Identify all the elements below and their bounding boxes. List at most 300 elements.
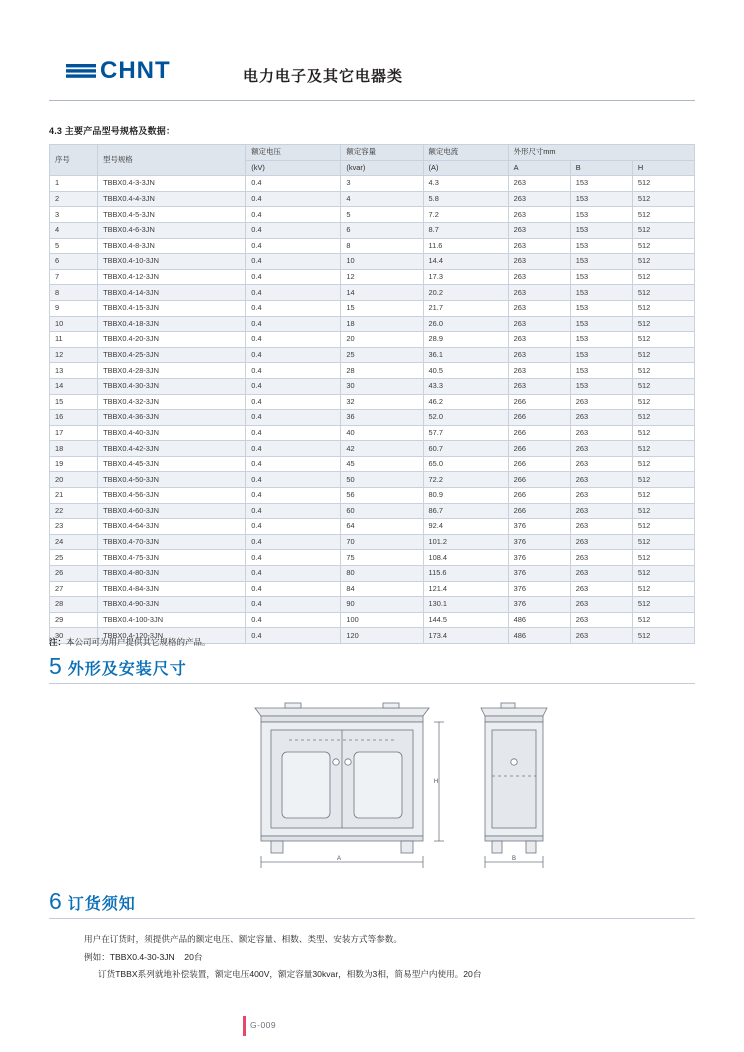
table-row [50,410,695,426]
table-cell: 153 [570,176,632,192]
table-cell: 512 [632,269,694,285]
table-cell: 30 [50,628,98,644]
table-row [50,597,695,613]
table-cell: 512 [632,550,694,566]
table-cell: 10 [341,254,423,270]
table-cell: 45 [341,456,423,472]
table-row [50,441,695,457]
table-cell: 115.6 [423,566,508,582]
table-cell: 512 [632,503,694,519]
table-row [50,300,695,316]
table-cell: 153 [570,332,632,348]
table-cell: 263 [570,597,632,613]
table-cell: 263 [570,456,632,472]
table-cell: 14.4 [423,254,508,270]
spec-table [49,144,695,644]
table-cell: 0.4 [246,378,341,394]
table-cell: 4 [341,191,423,207]
table-cell: 512 [632,410,694,426]
table-cell: 10 [50,316,98,332]
table-row [50,363,695,379]
table-cell: 6 [341,222,423,238]
table-row [50,566,695,582]
table-cell: 52.0 [423,410,508,426]
table-cell: 24 [50,534,98,550]
th-capacity: 额定容量 [341,145,423,161]
table-cell: 86.7 [423,503,508,519]
table-cell: TBBX0.4-28-3JN [98,363,246,379]
table-cell: 263 [570,612,632,628]
table-row [50,207,695,223]
table-cell: 26.0 [423,316,508,332]
table-row [50,285,695,301]
section-5-heading [49,655,187,678]
table-cell: 23 [50,519,98,535]
table-cell: 56 [341,488,423,504]
table-cell: 263 [508,222,570,238]
order-line-2: 例如：TBBX0.4-30-3JN 20台 [84,951,203,962]
table-cell: 8 [341,238,423,254]
section-5-divider [49,683,695,684]
table-cell: 0.4 [246,363,341,379]
page-footer [0,1016,744,1038]
table-cell: 20.2 [423,285,508,301]
table-cell: TBBX0.4-56-3JN [98,488,246,504]
table-cell: 512 [632,472,694,488]
table-cell: 108.4 [423,550,508,566]
table-cell: 21 [50,488,98,504]
table-cell: TBBX0.4-5-3JN [98,207,246,223]
table-cell: TBBX0.4-60-3JN [98,503,246,519]
table-cell: 512 [632,612,694,628]
outline-dimension-drawing [49,690,695,875]
table-cell: 8.7 [423,222,508,238]
table-cell: 263 [570,550,632,566]
table-row [50,519,695,535]
table-cell: 0.4 [246,519,341,535]
table-cell: 376 [508,597,570,613]
table-cell: 512 [632,332,694,348]
table-cell: 0.4 [246,566,341,582]
table-note [49,636,211,648]
order-line-1: 用户在订货时，须提供产品的额定电压、额定容量、相数、类型、安装方式等参数。 [84,934,402,944]
table-cell: 512 [632,254,694,270]
table-cell: TBBX0.4-4-3JN [98,191,246,207]
table-cell: 266 [508,425,570,441]
table-cell: 512 [632,347,694,363]
table-cell: 376 [508,581,570,597]
table-cell: 0.4 [246,581,341,597]
th-voltage-unit: (kV) [246,160,341,176]
table-cell: 0.4 [246,425,341,441]
table-cell: 263 [508,238,570,254]
table-cell: 60.7 [423,441,508,457]
table-cell: 15 [341,300,423,316]
table-cell: 512 [632,456,694,472]
table-cell: 512 [632,394,694,410]
table-row [50,269,695,285]
table-cell: 512 [632,316,694,332]
footer-page-number: G-009 [250,1020,277,1030]
table-cell: 0.4 [246,332,341,348]
order-line-3: 订货TBBX系列就地补偿装置，额定电压400V，额定容量30kvar，相数为3相，简易型户内使用。20台 [98,969,482,980]
table-cell: 173.4 [423,628,508,644]
table-cell: 64 [341,519,423,535]
table-cell: TBBX0.4-36-3JN [98,410,246,426]
table-cell: 153 [570,347,632,363]
table-row [50,612,695,628]
table-cell: 376 [508,534,570,550]
table-cell: TBBX0.4-120-3JN [98,628,246,644]
table-cell: 486 [508,628,570,644]
table-cell: 43.3 [423,378,508,394]
table-cell: 5 [50,238,98,254]
section-4-3-label: 4.3 主要产品型号规格及数据： [49,126,176,136]
table-cell: 7 [50,269,98,285]
table-cell: 153 [570,191,632,207]
table-cell: 263 [570,472,632,488]
table-cell: 263 [570,425,632,441]
table-cell: 512 [632,597,694,613]
table-cell: 9 [50,300,98,316]
table-cell: 13 [50,363,98,379]
table-row [50,378,695,394]
table-row [50,347,695,363]
table-cell: 153 [570,363,632,379]
table-cell: 0.4 [246,612,341,628]
table-cell: 486 [508,612,570,628]
table-cell: 29 [50,612,98,628]
table-cell: 28 [50,597,98,613]
table-cell: 0.4 [246,285,341,301]
table-cell: 512 [632,566,694,582]
table-cell: TBBX0.4-84-3JN [98,581,246,597]
table-cell: 263 [508,269,570,285]
table-cell: 0.4 [246,254,341,270]
table-cell: 266 [508,488,570,504]
table-cell: 512 [632,519,694,535]
table-cell: 263 [508,285,570,301]
table-cell: 153 [570,254,632,270]
table-cell: 153 [570,269,632,285]
table-header-row-1 [50,145,695,161]
table-cell: 28 [341,363,423,379]
th-capacity-unit: (kvar) [341,160,423,176]
table-cell: 263 [570,566,632,582]
table-cell: 18 [50,441,98,457]
table-cell: 5 [341,207,423,223]
spec-table-body [50,176,695,644]
table-cell: 0.4 [246,456,341,472]
table-cell: 512 [632,285,694,301]
table-cell: 0.4 [246,488,341,504]
table-cell: 263 [570,534,632,550]
table-cell: 80 [341,566,423,582]
table-cell: 263 [508,191,570,207]
th-voltage: 额定电压 [246,145,341,161]
table-cell: 266 [508,456,570,472]
table-cell: 263 [570,410,632,426]
table-cell: 57.7 [423,425,508,441]
table-cell: TBBX0.4-18-3JN [98,316,246,332]
table-cell: 60 [341,503,423,519]
table-cell: 26 [50,566,98,582]
table-cell: TBBX0.4-75-3JN [98,550,246,566]
table-cell: 11.6 [423,238,508,254]
table-cell: 12 [341,269,423,285]
table-cell: 0.4 [246,394,341,410]
table-cell: 92.4 [423,519,508,535]
table-cell: 263 [508,316,570,332]
table-cell: 6 [50,254,98,270]
table-cell: 263 [570,441,632,457]
th-dim-b: B [570,160,632,176]
table-cell: 263 [508,176,570,192]
table-cell: 144.5 [423,612,508,628]
table-cell: 2 [50,191,98,207]
th-dimensions: 外形尺寸mm [508,145,694,161]
table-cell: 0.4 [246,207,341,223]
table-cell: 153 [570,300,632,316]
table-cell: 0.4 [246,176,341,192]
table-cell: 17.3 [423,269,508,285]
table-cell: TBBX0.4-80-3JN [98,566,246,582]
table-cell: 11 [50,332,98,348]
table-cell: 512 [632,238,694,254]
dim-label-a: A [336,856,342,862]
brand-logo [66,57,171,84]
table-row [50,394,695,410]
table-cell: 22 [50,503,98,519]
section-6-heading [49,890,136,913]
dim-label-b: B [511,856,517,862]
th-current: 额定电流 [423,145,508,161]
table-cell: 0.4 [246,441,341,457]
table-cell: 50 [341,472,423,488]
th-model: 型号规格 [98,145,246,176]
table-cell: 15 [50,394,98,410]
table-row [50,503,695,519]
table-cell: TBBX0.4-12-3JN [98,269,246,285]
page-header [0,0,744,100]
table-cell: 263 [570,628,632,644]
table-cell: 100 [341,612,423,628]
table-cell: TBBX0.4-30-3JN [98,378,246,394]
table-cell: TBBX0.4-90-3JN [98,597,246,613]
table-cell: 4.3 [423,176,508,192]
th-current-unit: (A) [423,160,508,176]
table-cell: 512 [632,488,694,504]
table-cell: TBBX0.4-42-3JN [98,441,246,457]
table-cell: 263 [508,378,570,394]
th-dim-a: A [508,160,570,176]
chint-logo-mark [66,63,96,80]
table-cell: 153 [570,207,632,223]
table-cell: TBBX0.4-50-3JN [98,472,246,488]
table-cell: 120 [341,628,423,644]
brand-logo-text: CHNT [100,57,171,84]
table-cell: 263 [570,488,632,504]
table-cell: 266 [508,503,570,519]
table-cell: 263 [508,347,570,363]
table-cell: 14 [341,285,423,301]
table-cell: TBBX0.4-40-3JN [98,425,246,441]
table-cell: 512 [632,425,694,441]
table-cell: 0.4 [246,316,341,332]
table-cell: 130.1 [423,597,508,613]
table-cell: 46.2 [423,394,508,410]
table-cell: 153 [570,378,632,394]
table-cell: 17 [50,425,98,441]
table-cell: 0.4 [246,628,341,644]
table-cell: 0.4 [246,269,341,285]
table-row [50,550,695,566]
table-cell: 19 [50,456,98,472]
table-cell: 512 [632,581,694,597]
table-row [50,316,695,332]
table-cell: 40.5 [423,363,508,379]
table-cell: 512 [632,222,694,238]
table-cell: 36 [341,410,423,426]
front-view [255,703,444,868]
table-row [50,191,695,207]
table-cell: 72.2 [423,472,508,488]
table-cell: 40 [341,425,423,441]
table-cell: 266 [508,394,570,410]
table-cell: 376 [508,550,570,566]
table-cell: 25 [341,347,423,363]
table-cell: 263 [570,581,632,597]
table-row [50,238,695,254]
table-cell: 0.4 [246,222,341,238]
table-cell: 512 [632,363,694,379]
table-row [50,456,695,472]
table-cell: 0.4 [246,550,341,566]
table-cell: 376 [508,519,570,535]
table-cell: TBBX0.4-32-3JN [98,394,246,410]
table-cell: 36.1 [423,347,508,363]
table-row [50,222,695,238]
table-cell: 121.4 [423,581,508,597]
table-cell: 263 [508,363,570,379]
table-cell: 512 [632,191,694,207]
table-cell: 18 [341,316,423,332]
table-cell: TBBX0.4-25-3JN [98,347,246,363]
table-cell: 512 [632,300,694,316]
table-cell: TBBX0.4-8-3JN [98,238,246,254]
table-cell: 266 [508,472,570,488]
table-cell: 3 [50,207,98,223]
table-cell: 7.2 [423,207,508,223]
table-cell: 75 [341,550,423,566]
table-cell: 153 [570,316,632,332]
section-5-number: 5 [49,653,62,679]
table-cell: 32 [341,394,423,410]
table-row [50,581,695,597]
table-cell: 0.4 [246,597,341,613]
table-cell: 263 [508,207,570,223]
table-cell: 512 [632,207,694,223]
table-cell: 263 [570,394,632,410]
table-cell: 512 [632,441,694,457]
table-cell: TBBX0.4-45-3JN [98,456,246,472]
table-cell: TBBX0.4-14-3JN [98,285,246,301]
table-cell: 4 [50,222,98,238]
table-cell: 0.4 [246,191,341,207]
table-row [50,332,695,348]
th-no: 序号 [50,145,98,176]
table-cell: 14 [50,378,98,394]
table-cell: TBBX0.4-20-3JN [98,332,246,348]
spec-table-head [50,145,695,176]
table-cell: 12 [50,347,98,363]
table-cell: 20 [341,332,423,348]
side-view [481,703,547,868]
table-cell: 376 [508,566,570,582]
table-cell: TBBX0.4-6-3JN [98,222,246,238]
order-notice-body [84,931,684,984]
table-cell: TBBX0.4-15-3JN [98,300,246,316]
table-cell: 0.4 [246,300,341,316]
table-cell: 512 [632,378,694,394]
spec-table-container [49,144,695,644]
section-6-divider [49,918,695,919]
table-cell: 0.4 [246,534,341,550]
table-cell: 266 [508,410,570,426]
table-row [50,176,695,192]
table-cell: 27 [50,581,98,597]
table-row [50,254,695,270]
table-cell: 5.8 [423,191,508,207]
table-cell: 512 [632,176,694,192]
table-cell: 16 [50,410,98,426]
th-dim-h: H [632,160,694,176]
table-cell: 0.4 [246,472,341,488]
table-cell: 3 [341,176,423,192]
table-cell: 1 [50,176,98,192]
note-text: 本公司可为用户提供其它规格的产品。 [66,637,211,647]
table-cell: 153 [570,238,632,254]
table-cell: 80.9 [423,488,508,504]
table-cell: 8 [50,285,98,301]
table-cell: 263 [508,300,570,316]
table-cell: 0.4 [246,410,341,426]
cabinet-drawing-svg [49,690,695,875]
table-cell: TBBX0.4-10-3JN [98,254,246,270]
table-cell: 266 [508,441,570,457]
table-cell: 70 [341,534,423,550]
table-cell: 25 [50,550,98,566]
table-cell: 153 [570,285,632,301]
table-cell: 30 [341,378,423,394]
table-row [50,425,695,441]
table-cell: 42 [341,441,423,457]
header-divider [49,100,695,101]
section-5-title: 外形及安装尺寸 [67,661,187,678]
table-cell: 21.7 [423,300,508,316]
note-prefix: 注： [49,637,67,647]
table-cell: TBBX0.4-64-3JN [98,519,246,535]
table-cell: 153 [570,222,632,238]
table-cell: 263 [570,503,632,519]
table-row [50,472,695,488]
dim-label-h: H [433,779,439,785]
table-cell: 0.4 [246,347,341,363]
table-cell: 0.4 [246,503,341,519]
table-cell: 0.4 [246,238,341,254]
footer-accent-bar [243,1016,246,1036]
table-cell: 84 [341,581,423,597]
